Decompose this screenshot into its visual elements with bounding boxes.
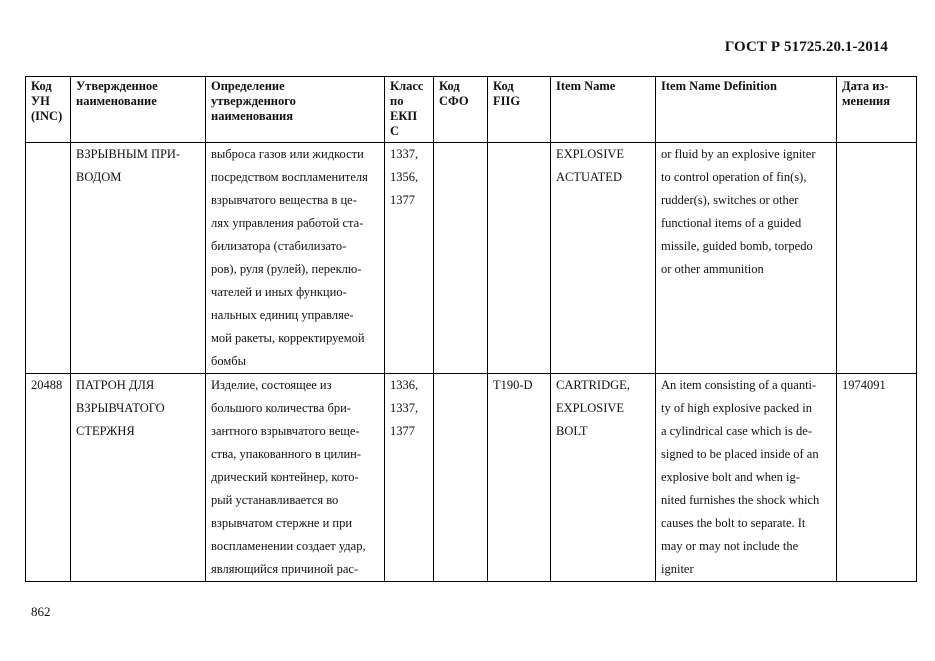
cell-inc bbox=[26, 143, 71, 374]
col-header-inc: Код УН (INC) bbox=[26, 77, 71, 143]
cell-fiig bbox=[488, 143, 551, 374]
cell-definition: Изделие, состоящее из большого количества бри- зантного взрывчатого веще- ства, упакованного в цилин- дрический контейнер, кото- рый устанавливается во взрывчатом стержне и при воспламенении создает удар, являющийся причиной рас- bbox=[206, 374, 385, 582]
cell-item-name: CARTRIDGE, EXPLOSIVE BOLT bbox=[551, 374, 656, 582]
cell-class: 1337, 1356, 1377 bbox=[385, 143, 434, 374]
table-row bbox=[26, 374, 917, 582]
header-row bbox=[26, 77, 917, 143]
col-header-approved-name: Утвержденное наименование bbox=[71, 77, 206, 143]
table-row bbox=[26, 143, 917, 374]
page-number: 862 bbox=[31, 604, 51, 619]
cell-sfo bbox=[434, 374, 488, 582]
cell-item-definition: An item consisting of a quanti- ty of high explosive packed in a cylindrical case which is de- signed to be placed inside of an explosive bolt and when ig- nited furnishes the shock which causes the bolt to separate. It may or may not include the igniter bbox=[656, 374, 837, 582]
cell-approved-name: ПАТРОН ДЛЯ ВЗРЫВЧАТОГО СТЕРЖНЯ bbox=[71, 374, 206, 582]
col-header-sfo: Код СФО bbox=[434, 77, 488, 143]
col-header-item-name: Item Name bbox=[551, 77, 656, 143]
cell-item-definition: or fluid by an explosive igniter to control operation of fin(s), rudder(s), switches or other functional items of a guided missile, guided bomb, torpedo or other ammunition bbox=[656, 143, 837, 374]
col-header-fiig: Код FIIG bbox=[488, 77, 551, 143]
col-header-class: Класс по ЕКП С bbox=[385, 77, 434, 143]
col-header-change-date: Дата из- менения bbox=[837, 77, 917, 143]
col-header-item-definition: Item Name Definition bbox=[656, 77, 837, 143]
document-id: ГОСТ Р 51725.20.1-2014 bbox=[724, 39, 888, 55]
cell-change-date bbox=[837, 143, 917, 374]
cell-definition: выброса газов или жидкости посредством воспламенителя взрывчатого вещества в це- лях управления работой ста- билизатора (стабилизато- ров), руля (рулей), переклю- чателей и иных функцио- нальных единиц управляе- мой ракеты, корректируемой бомбы bbox=[206, 143, 385, 374]
cell-fiig: T190-D bbox=[488, 374, 551, 582]
cell-sfo bbox=[434, 143, 488, 374]
classification-table bbox=[25, 76, 917, 582]
cell-approved-name: ВЗРЫВНЫМ ПРИ- ВОДОМ bbox=[71, 143, 206, 374]
cell-inc: 20488 bbox=[26, 374, 71, 582]
col-header-definition: Определение утвержденного наименования bbox=[206, 77, 385, 143]
cell-item-name: EXPLOSIVE ACTUATED bbox=[551, 143, 656, 374]
cell-change-date: 1974091 bbox=[837, 374, 917, 582]
cell-class: 1336, 1337, 1377 bbox=[385, 374, 434, 582]
